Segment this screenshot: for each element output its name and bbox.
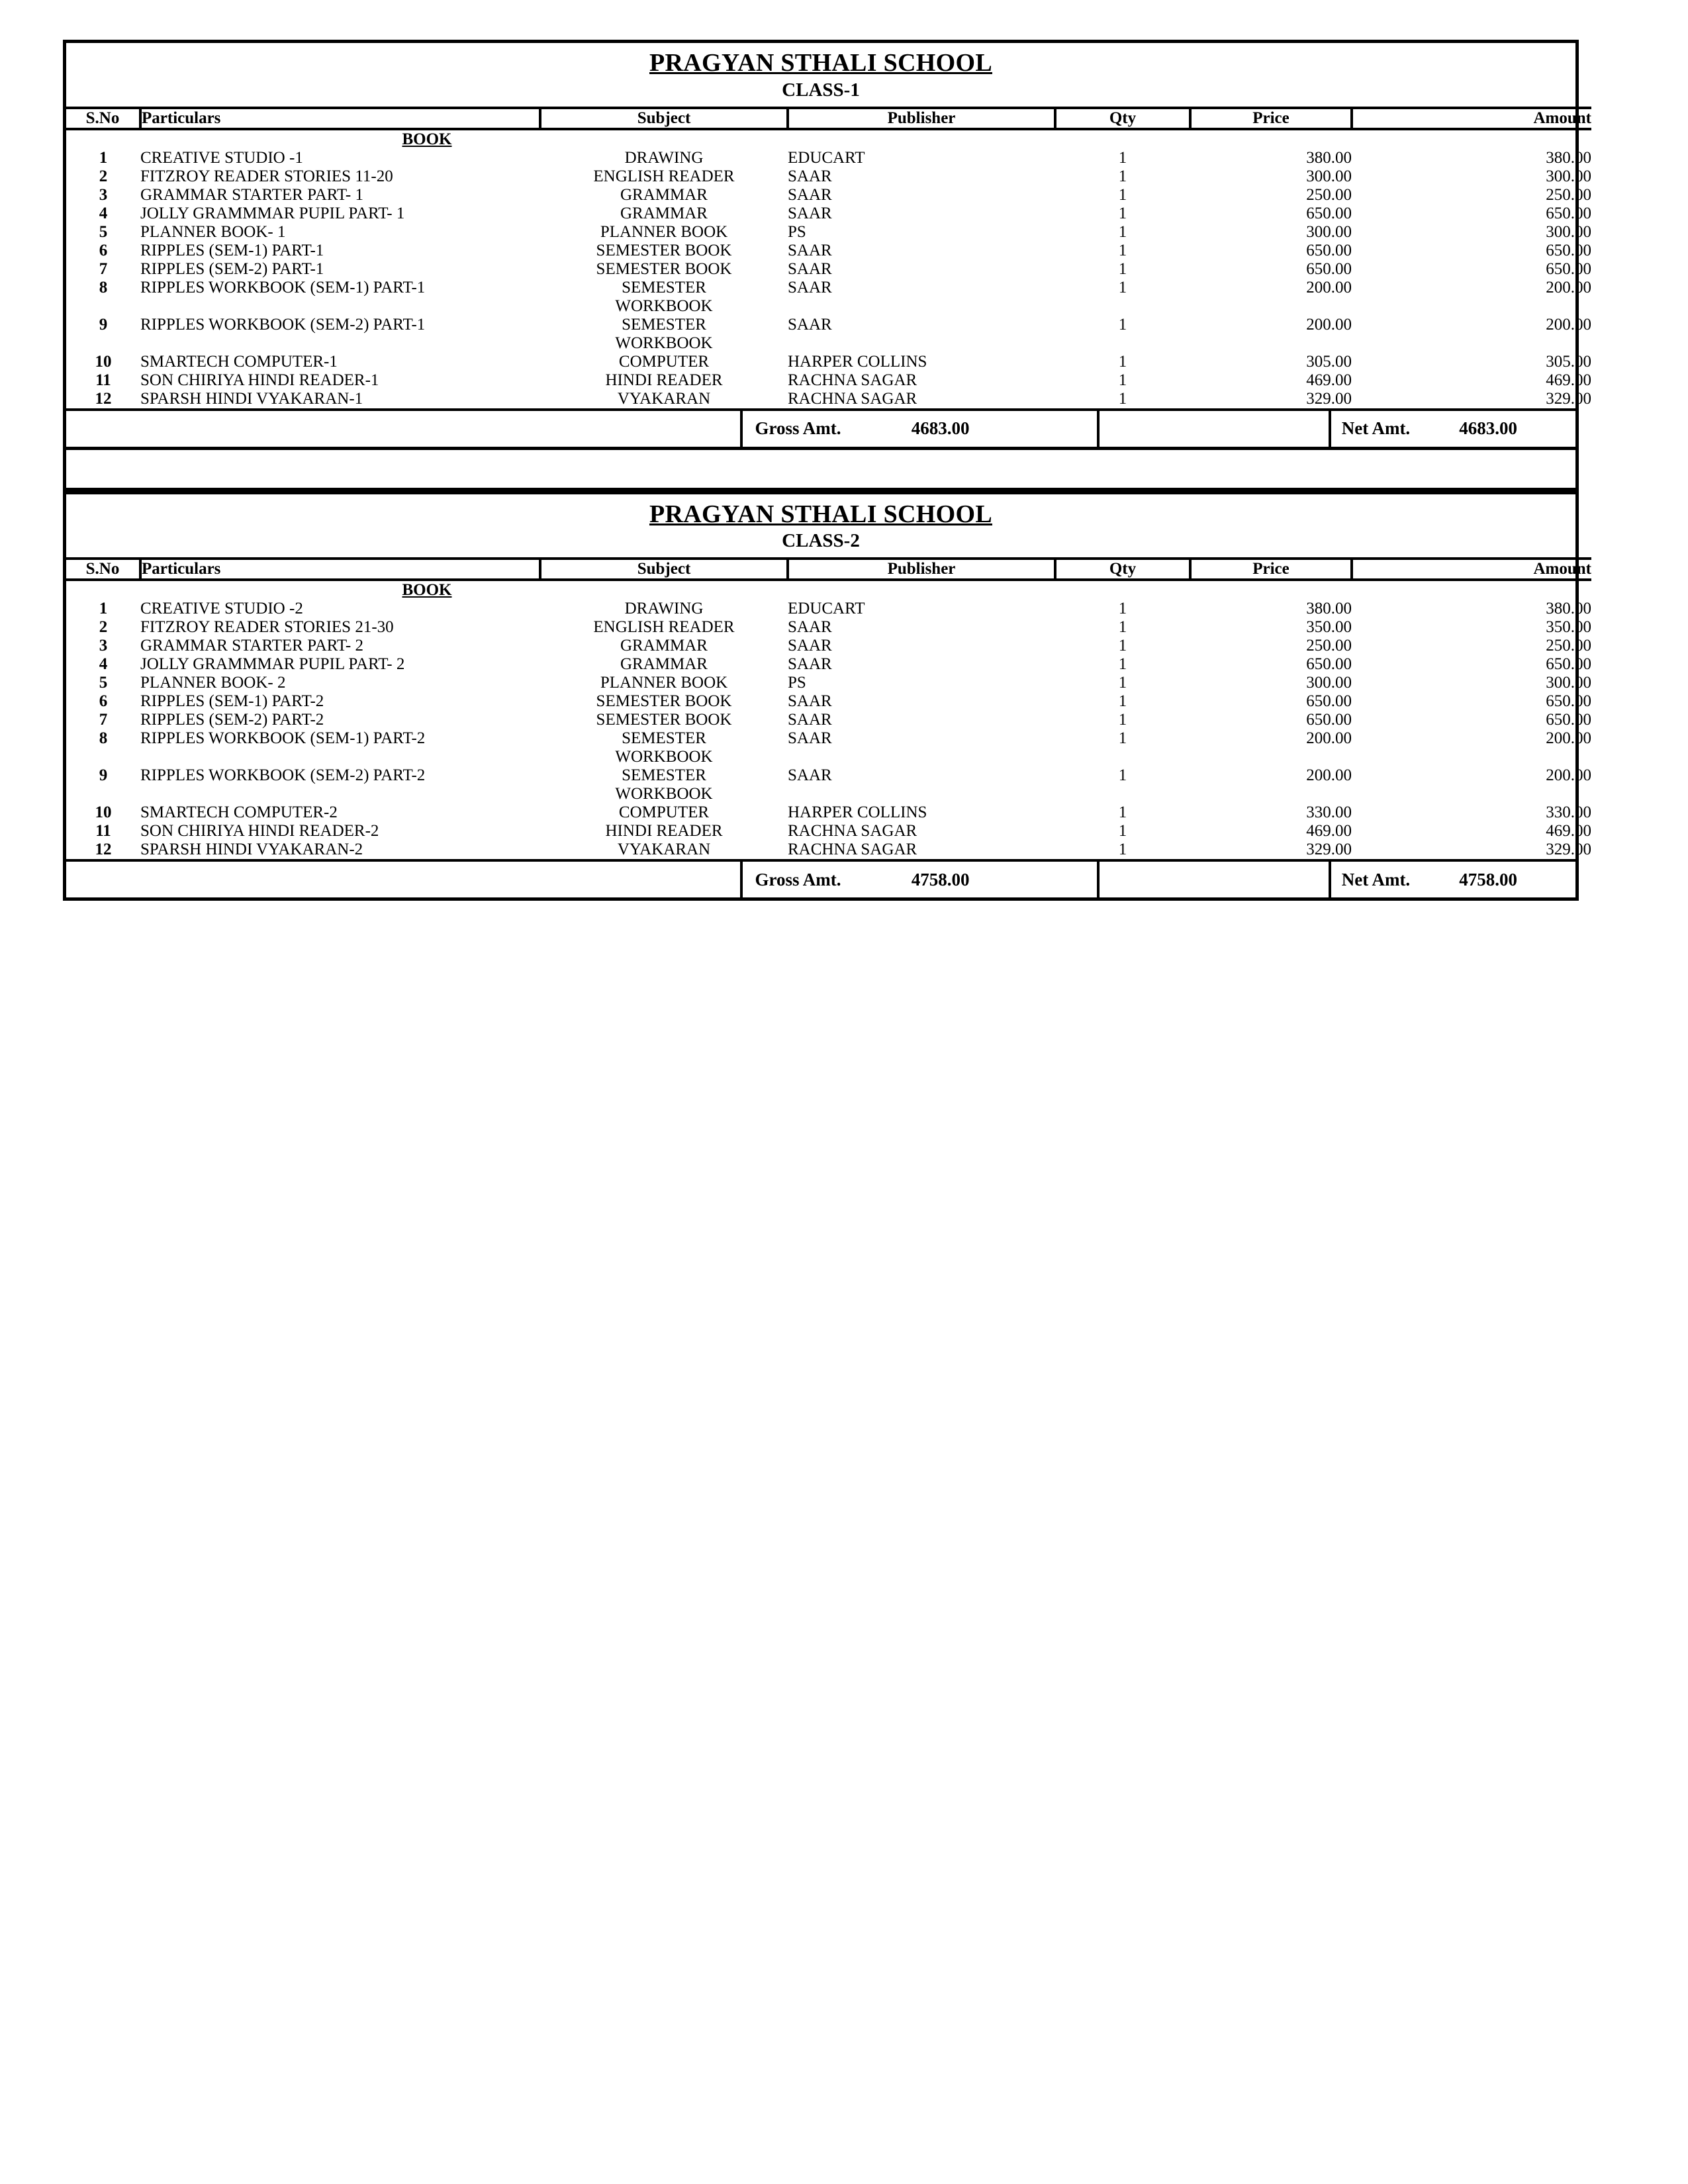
cell-amount: 300.00 xyxy=(1546,674,1591,692)
cell-subject-line1: GRAMMAR xyxy=(620,204,708,222)
cell-sno: 3 xyxy=(99,185,108,204)
cell-particulars: RIPPLES WORKBOOK (SEM-1) PART-1 xyxy=(140,278,426,296)
cell-subject-line1: PLANNER BOOK xyxy=(600,222,728,241)
cell-qty: 1 xyxy=(1118,729,1127,748)
cell-particulars: SMARTECH COMPUTER-1 xyxy=(140,352,338,371)
cell-sno: 3 xyxy=(99,637,108,655)
cell-price: 300.00 xyxy=(1306,222,1352,241)
cell-price: 469.00 xyxy=(1306,371,1352,389)
cell-publisher: EDUCART xyxy=(788,148,865,167)
cell-amount: 200.00 xyxy=(1546,729,1591,748)
cell-qty: 1 xyxy=(1118,711,1127,729)
cell-particulars: RIPPLES WORKBOOK (SEM-2) PART-1 xyxy=(140,315,426,334)
cell-subject xyxy=(540,353,788,371)
cell-particulars: PLANNER BOOK- 2 xyxy=(140,674,286,692)
cell-sno: 11 xyxy=(95,822,111,841)
school-name: PRAGYAN STHALI SCHOOL xyxy=(649,500,992,528)
cell-subject-line1: GRAMMAR xyxy=(620,637,708,655)
cell-amount: 329.00 xyxy=(1546,841,1591,859)
cell-qty: 1 xyxy=(1118,841,1127,859)
cell-qty: 1 xyxy=(1118,389,1127,408)
cell-subject xyxy=(540,766,788,803)
cell-subject xyxy=(540,223,788,242)
gross-amount-value: 4683.00 xyxy=(885,411,1100,447)
cell-qty: 1 xyxy=(1118,692,1127,711)
net-amount-value: 4758.00 xyxy=(1459,869,1517,889)
table-row xyxy=(66,803,1591,822)
table-row xyxy=(66,692,1591,711)
column-header-price: Price xyxy=(1190,108,1352,129)
cell-publisher: SAAR xyxy=(788,766,832,785)
totals-blank xyxy=(66,411,743,447)
cell-publisher: SAAR xyxy=(788,241,832,259)
totals-middle-blank xyxy=(1100,862,1331,897)
cell-publisher: SAAR xyxy=(788,185,832,204)
cell-publisher: SAAR xyxy=(788,259,832,278)
table-row xyxy=(66,711,1591,729)
cell-subject xyxy=(540,711,788,729)
cell-subject-line2: WORKBOOK xyxy=(615,785,713,803)
section-filler xyxy=(788,580,1591,600)
cell-amount: 300.00 xyxy=(1546,167,1591,185)
cell-qty: 1 xyxy=(1118,167,1127,185)
cell-sno: 12 xyxy=(95,389,112,408)
school-name: PRAGYAN STHALI SCHOOL xyxy=(649,49,992,77)
cell-qty: 1 xyxy=(1118,637,1127,655)
cell-price: 469.00 xyxy=(1306,822,1352,841)
cell-sno: 10 xyxy=(95,352,112,371)
cell-amount: 200.00 xyxy=(1546,278,1591,296)
cell-price: 300.00 xyxy=(1306,167,1352,185)
table-row xyxy=(66,223,1591,242)
column-header-amount: Amount xyxy=(1352,559,1591,580)
cell-subject xyxy=(540,729,788,766)
cell-publisher: SAAR xyxy=(788,315,832,334)
cell-publisher: HARPER COLLINS xyxy=(788,803,927,822)
totals-blank xyxy=(66,862,743,897)
cell-publisher: EDUCART xyxy=(788,600,865,618)
table-row xyxy=(66,149,1591,167)
cell-price: 200.00 xyxy=(1306,729,1352,748)
cell-sno: 8 xyxy=(99,278,108,296)
cell-particulars: FITZROY READER STORIES 11-20 xyxy=(140,167,393,185)
cell-particulars: FITZROY READER STORIES 21-30 xyxy=(140,618,394,637)
class-book-block xyxy=(63,491,1591,901)
column-header-subject: Subject xyxy=(540,108,788,129)
cell-amount: 650.00 xyxy=(1546,692,1591,711)
column-header-publisher: Publisher xyxy=(788,559,1055,580)
cell-particulars: CREATIVE STUDIO -2 xyxy=(140,600,303,618)
cell-qty: 1 xyxy=(1118,222,1127,241)
block-header xyxy=(66,43,1575,107)
cell-qty: 1 xyxy=(1118,655,1127,674)
cell-price: 650.00 xyxy=(1306,711,1352,729)
table-row xyxy=(66,260,1591,279)
cell-amount: 650.00 xyxy=(1546,241,1591,259)
cell-particulars: RIPPLES (SEM-1) PART-1 xyxy=(140,241,324,259)
cell-subject-line1: ENGLISH READER xyxy=(593,167,735,185)
cell-amount: 650.00 xyxy=(1546,711,1591,729)
cell-subject xyxy=(540,618,788,637)
cell-publisher: RACHNA SAGAR xyxy=(788,371,917,389)
cell-qty: 1 xyxy=(1118,600,1127,618)
table-row xyxy=(66,674,1591,692)
cell-particulars: GRAMMAR STARTER PART- 2 xyxy=(140,637,363,655)
cell-subject xyxy=(540,390,788,408)
cell-subject-line1: DRAWING xyxy=(624,600,704,618)
table-row xyxy=(66,822,1591,841)
cell-sno: 1 xyxy=(99,600,108,618)
cell-subject xyxy=(540,242,788,260)
cell-subject-line1: SEMESTER BOOK xyxy=(596,692,732,711)
cell-subject-line2: WORKBOOK xyxy=(615,748,713,766)
book-table xyxy=(66,107,1591,408)
cell-particulars: RIPPLES (SEM-1) PART-2 xyxy=(140,692,324,711)
cell-amount: 380.00 xyxy=(1546,600,1591,618)
cell-price: 650.00 xyxy=(1306,259,1352,278)
section-label-book: BOOK xyxy=(402,581,452,600)
cell-qty: 1 xyxy=(1118,315,1127,334)
cell-particulars: SPARSH HINDI VYAKARAN-1 xyxy=(140,389,363,408)
cell-publisher: SAAR xyxy=(788,692,832,711)
cell-qty: 1 xyxy=(1118,803,1127,822)
cell-price: 329.00 xyxy=(1306,389,1352,408)
cell-price: 200.00 xyxy=(1306,315,1352,334)
cell-qty: 1 xyxy=(1118,148,1127,167)
table-row xyxy=(66,637,1591,655)
cell-price: 200.00 xyxy=(1306,766,1352,785)
cell-amount: 350.00 xyxy=(1546,618,1591,637)
table-row xyxy=(66,766,1591,803)
cell-particulars: SPARSH HINDI VYAKARAN-2 xyxy=(140,841,363,859)
cell-qty: 1 xyxy=(1118,352,1127,371)
cell-subject-line1: SEMESTER xyxy=(622,766,706,785)
table-row xyxy=(66,186,1591,205)
column-header-sno: S.No xyxy=(66,559,140,580)
cell-subject xyxy=(540,674,788,692)
table-row xyxy=(66,390,1591,408)
table-row xyxy=(66,316,1591,353)
table-row xyxy=(66,618,1591,637)
cell-qty: 1 xyxy=(1118,241,1127,259)
section-header-row xyxy=(66,580,1591,600)
class-name: CLASS-1 xyxy=(782,79,860,101)
cell-subject-line1: SEMESTER BOOK xyxy=(596,259,732,278)
cell-sno: 10 xyxy=(95,803,112,822)
cell-subject-line1: VYAKARAN xyxy=(617,841,711,859)
cell-amount: 300.00 xyxy=(1546,222,1591,241)
cell-price: 305.00 xyxy=(1306,352,1352,371)
cell-price: 200.00 xyxy=(1306,278,1352,296)
column-header-publisher: Publisher xyxy=(788,108,1055,129)
gross-amount-label: Gross Amt. xyxy=(755,418,841,439)
cell-price: 250.00 xyxy=(1306,185,1352,204)
cell-sno: 9 xyxy=(99,315,108,334)
table-row xyxy=(66,371,1591,390)
table-row xyxy=(66,242,1591,260)
cell-particulars: JOLLY GRAMMMAR PUPIL PART- 2 xyxy=(140,655,405,674)
table-header-row xyxy=(66,559,1591,580)
cell-amount: 200.00 xyxy=(1546,766,1591,785)
cell-amount: 250.00 xyxy=(1546,637,1591,655)
cell-particulars: PLANNER BOOK- 1 xyxy=(140,222,286,241)
totals-row xyxy=(66,859,1575,897)
cell-sno: 9 xyxy=(99,766,108,785)
section-header-row xyxy=(66,129,1591,149)
cell-particulars: CREATIVE STUDIO -1 xyxy=(140,148,303,167)
cell-subject xyxy=(540,167,788,186)
cell-sno: 8 xyxy=(99,729,108,748)
cell-particulars: RIPPLES WORKBOOK (SEM-2) PART-2 xyxy=(140,766,426,785)
cell-amount: 469.00 xyxy=(1546,371,1591,389)
cell-publisher: SAAR xyxy=(788,167,832,185)
cell-price: 350.00 xyxy=(1306,618,1352,637)
cell-subject-line1: DRAWING xyxy=(624,148,704,167)
cell-amount: 650.00 xyxy=(1546,204,1591,222)
table-row xyxy=(66,353,1591,371)
cell-particulars: SMARTECH COMPUTER-2 xyxy=(140,803,338,822)
cell-particulars: JOLLY GRAMMMAR PUPIL PART- 1 xyxy=(140,204,405,222)
cell-subject-line1: SEMESTER BOOK xyxy=(596,241,732,259)
cell-subject xyxy=(540,149,788,167)
cell-subject xyxy=(540,371,788,390)
cell-qty: 1 xyxy=(1118,278,1127,296)
cell-subject-line1: VYAKARAN xyxy=(617,389,711,408)
table-header-row xyxy=(66,108,1591,129)
cell-publisher: SAAR xyxy=(788,729,832,748)
cell-subject-line1: COMPUTER xyxy=(618,803,710,822)
cell-price: 650.00 xyxy=(1306,655,1352,674)
cell-subject-line2: WORKBOOK xyxy=(615,334,713,352)
cell-publisher: SAAR xyxy=(788,711,832,729)
table-row xyxy=(66,600,1591,618)
cell-particulars: RIPPLES WORKBOOK (SEM-1) PART-2 xyxy=(140,729,426,748)
cell-sno: 2 xyxy=(99,618,108,637)
book-table xyxy=(66,557,1591,859)
cell-sno: 11 xyxy=(95,371,111,389)
column-header-particulars: Particulars xyxy=(140,108,540,129)
column-header-price: Price xyxy=(1190,559,1352,580)
cell-price: 650.00 xyxy=(1306,241,1352,259)
cell-price: 300.00 xyxy=(1306,674,1352,692)
cell-subject xyxy=(540,841,788,859)
cell-subject xyxy=(540,316,788,353)
cell-publisher: PS xyxy=(788,222,806,241)
cell-subject xyxy=(540,637,788,655)
column-header-qty: Qty xyxy=(1055,108,1190,129)
cell-publisher: RACHNA SAGAR xyxy=(788,841,917,859)
book-list-container xyxy=(63,40,1625,901)
cell-amount: 650.00 xyxy=(1546,259,1591,278)
cell-qty: 1 xyxy=(1118,766,1127,785)
cell-sno: 7 xyxy=(99,711,108,729)
gross-amount-value: 4758.00 xyxy=(885,862,1100,897)
cell-subject xyxy=(540,600,788,618)
cell-qty: 1 xyxy=(1118,204,1127,222)
block-header xyxy=(66,494,1575,558)
column-header-particulars: Particulars xyxy=(140,559,540,580)
cell-subject xyxy=(540,692,788,711)
table-row xyxy=(66,167,1591,186)
cell-sno: 6 xyxy=(99,241,108,259)
cell-qty: 1 xyxy=(1118,185,1127,204)
cell-amount: 305.00 xyxy=(1546,352,1591,371)
net-amount-label: Net Amt. xyxy=(1341,869,1411,889)
section-filler xyxy=(788,129,1591,149)
cell-particulars: RIPPLES (SEM-2) PART-1 xyxy=(140,259,324,278)
cell-subject-line2: WORKBOOK xyxy=(615,296,713,315)
cell-publisher: HARPER COLLINS xyxy=(788,352,927,371)
cell-price: 380.00 xyxy=(1306,600,1352,618)
cell-sno: 5 xyxy=(99,674,108,692)
block-separator xyxy=(63,450,1579,491)
cell-qty: 1 xyxy=(1118,259,1127,278)
cell-subject-line1: HINDI READER xyxy=(605,822,723,841)
table-row xyxy=(66,205,1591,223)
cell-amount: 330.00 xyxy=(1546,803,1591,822)
cell-amount: 469.00 xyxy=(1546,822,1591,841)
cell-amount: 650.00 xyxy=(1546,655,1591,674)
cell-subject xyxy=(540,205,788,223)
cell-sno: 4 xyxy=(99,204,108,222)
cell-subject-line1: GRAMMAR xyxy=(620,655,708,674)
cell-publisher: SAAR xyxy=(788,204,832,222)
class-book-block xyxy=(63,40,1591,450)
cell-subject xyxy=(540,803,788,822)
cell-subject-line1: HINDI READER xyxy=(605,371,723,389)
cell-subject-line1: SEMESTER xyxy=(622,315,706,334)
cell-subject-line1: SEMESTER xyxy=(622,729,706,748)
cell-sno: 7 xyxy=(99,259,108,278)
cell-qty: 1 xyxy=(1118,371,1127,389)
cell-sno: 4 xyxy=(99,655,108,674)
table-row xyxy=(66,729,1591,766)
net-amount-label: Net Amt. xyxy=(1341,418,1411,439)
cell-price: 650.00 xyxy=(1306,204,1352,222)
cell-subject-line1: GRAMMAR xyxy=(620,185,708,204)
cell-sno: 1 xyxy=(99,148,108,167)
column-header-subject: Subject xyxy=(540,559,788,580)
cell-publisher: SAAR xyxy=(788,618,832,637)
section-label-book: BOOK xyxy=(402,130,452,148)
cell-price: 329.00 xyxy=(1306,841,1352,859)
cell-publisher: SAAR xyxy=(788,655,832,674)
cell-subject-line1: PLANNER BOOK xyxy=(600,674,728,692)
cell-amount: 380.00 xyxy=(1546,148,1591,167)
cell-subject xyxy=(540,655,788,674)
cell-particulars: SON CHIRIYA HINDI READER-1 xyxy=(140,371,379,389)
cell-sno: 2 xyxy=(99,167,108,185)
cell-sno: 6 xyxy=(99,692,108,711)
cell-subject-line1: SEMESTER BOOK xyxy=(596,711,732,729)
class-name: CLASS-2 xyxy=(782,530,860,552)
cell-publisher: RACHNA SAGAR xyxy=(788,822,917,841)
table-row xyxy=(66,841,1591,859)
cell-sno: 5 xyxy=(99,222,108,241)
gross-amount-label: Gross Amt. xyxy=(755,869,841,889)
cell-publisher: PS xyxy=(788,674,806,692)
cell-price: 380.00 xyxy=(1306,148,1352,167)
cell-publisher: RACHNA SAGAR xyxy=(788,389,917,408)
cell-particulars: SON CHIRIYA HINDI READER-2 xyxy=(140,822,379,841)
cell-subject-line1: COMPUTER xyxy=(618,352,710,371)
totals-middle-blank xyxy=(1100,411,1331,447)
cell-qty: 1 xyxy=(1118,618,1127,637)
cell-amount: 329.00 xyxy=(1546,389,1591,408)
cell-qty: 1 xyxy=(1118,674,1127,692)
table-row xyxy=(66,655,1591,674)
cell-publisher: SAAR xyxy=(788,637,832,655)
cell-subject xyxy=(540,186,788,205)
cell-price: 330.00 xyxy=(1306,803,1352,822)
cell-price: 250.00 xyxy=(1306,637,1352,655)
cell-subject-line1: ENGLISH READER xyxy=(593,618,735,637)
totals-row xyxy=(66,408,1575,447)
cell-subject xyxy=(540,279,788,316)
cell-particulars: GRAMMAR STARTER PART- 1 xyxy=(140,185,363,204)
cell-qty: 1 xyxy=(1118,822,1127,841)
cell-publisher: SAAR xyxy=(788,278,832,296)
cell-price: 650.00 xyxy=(1306,692,1352,711)
cell-particulars: RIPPLES (SEM-2) PART-2 xyxy=(140,711,324,729)
cell-sno: 12 xyxy=(95,841,112,859)
column-header-qty: Qty xyxy=(1055,559,1190,580)
cell-subject xyxy=(540,260,788,279)
cell-subject-line1: SEMESTER xyxy=(622,278,706,296)
cell-amount: 200.00 xyxy=(1546,315,1591,334)
column-header-sno: S.No xyxy=(66,108,140,129)
cell-subject xyxy=(540,822,788,841)
column-header-amount: Amount xyxy=(1352,108,1591,129)
cell-amount: 250.00 xyxy=(1546,185,1591,204)
net-amount-value: 4683.00 xyxy=(1459,418,1517,439)
table-row xyxy=(66,279,1591,316)
